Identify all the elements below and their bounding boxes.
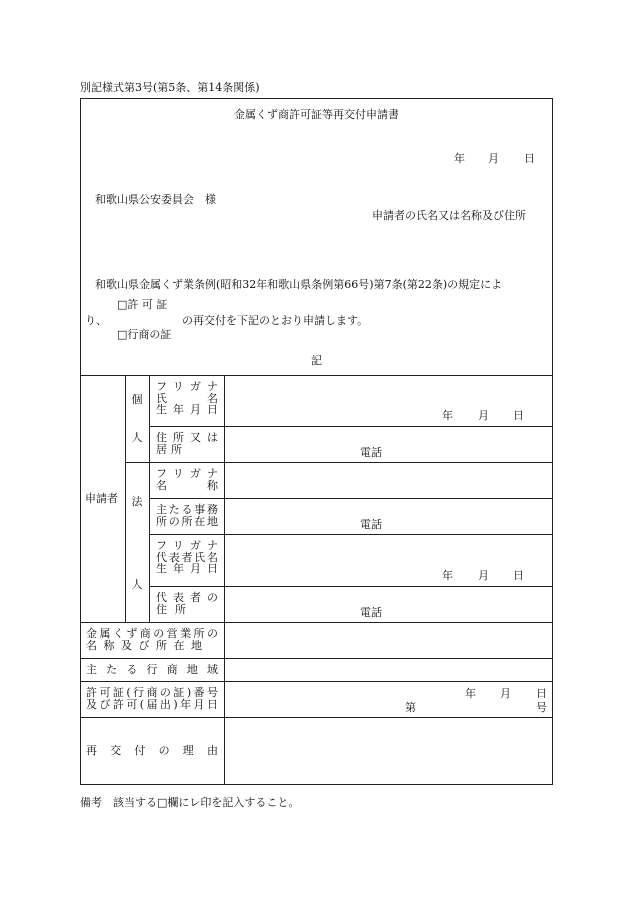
permit-date-year-label: 年 — [465, 687, 476, 700]
statement-prefix: り、 — [85, 314, 107, 327]
permit-date-month-label: 月 — [500, 687, 511, 700]
row-divider — [149, 426, 553, 427]
main-office-location-label: 主たる事務 所の所在地 — [156, 503, 218, 528]
individual-birth-month-label: 月 — [478, 409, 489, 422]
column-divider — [125, 375, 126, 622]
date-month-label: 月 — [488, 152, 499, 165]
permit-number-gou-label: 号 — [536, 701, 547, 714]
applicant-name-address-label: 申請者の氏名又は名称及び住所 — [372, 209, 526, 222]
row-divider — [80, 681, 553, 682]
row-divider — [149, 534, 553, 535]
individual-label-1: 個 — [131, 393, 143, 406]
addressee: 和歌山県公安委員会 様 — [95, 193, 216, 206]
representative-birth-year-label: 年 — [442, 569, 453, 582]
permit-checkbox-option[interactable]: □許 可 証 — [117, 298, 168, 311]
form-number-note: 別記様式第3号(第5条、第14条関係) — [80, 81, 260, 94]
individual-furigana-name-birth-label: フリガナ 氏 名 生年月日 — [156, 380, 218, 416]
applicant-section-label: 申請者 — [85, 492, 118, 505]
permit-number-dai-label: 第 — [405, 701, 416, 714]
remarks-note: 備考 該当する□欄にレ印を記入すること。 — [80, 796, 300, 809]
date-year-label: 年 — [454, 152, 465, 165]
business-office-label: 金属くず商の営業所の 名称及び所在地 — [86, 627, 218, 652]
row-divider — [80, 622, 553, 623]
row-divider — [149, 498, 553, 499]
main-office-phone-label: 電話 — [360, 518, 382, 531]
corporation-label-2: 人 — [131, 578, 143, 591]
column-divider — [224, 375, 225, 785]
table-top-border — [80, 375, 553, 376]
corporation-label-1: 法 — [131, 495, 143, 508]
row-divider — [80, 717, 553, 718]
representative-phone-label: 電話 — [360, 606, 382, 619]
permit-date-day-label: 日 — [536, 687, 547, 700]
representative-birth-day-label: 日 — [513, 569, 524, 582]
representative-name-birth-label: フリガナ 代表者氏名 生年月日 — [156, 539, 218, 575]
form-title: 金属くず商許可証等再交付申請書 — [234, 108, 399, 121]
permit-number-date-label: 許可証(行商の証)番号 及び許可(届出)年月日 — [86, 686, 218, 711]
individual-phone-label: 電話 — [360, 446, 382, 459]
row-divider — [80, 658, 553, 659]
statement-line-2: の再交付を下記のとおり申請します。 — [182, 314, 369, 327]
individual-label-2: 人 — [131, 431, 143, 444]
reissue-reason-label: 再交付の理由 — [86, 744, 218, 757]
individual-birth-day-label: 日 — [513, 409, 524, 422]
ki-heading: 記 — [311, 354, 322, 367]
individual-birth-year-label: 年 — [442, 409, 453, 422]
row-divider — [149, 586, 553, 587]
representative-birth-month-label: 月 — [478, 569, 489, 582]
peddling-area-label: 主たる行商地域 — [86, 663, 218, 676]
corporation-furigana-name-label: フリガナ 名 称 — [156, 467, 218, 492]
representative-address-label: 代表者の 住所 — [156, 591, 218, 616]
row-divider — [125, 462, 553, 463]
statement-line-1: 和歌山県金属くず業条例(昭和32年和歌山県条例第66号)第7条(第22条)の規定によ — [95, 278, 503, 291]
peddling-certificate-checkbox-option[interactable]: □行商の証 — [117, 328, 172, 341]
column-divider — [149, 375, 150, 622]
individual-address-label: 住所又は 居所 — [156, 431, 218, 456]
date-day-label: 日 — [524, 152, 535, 165]
